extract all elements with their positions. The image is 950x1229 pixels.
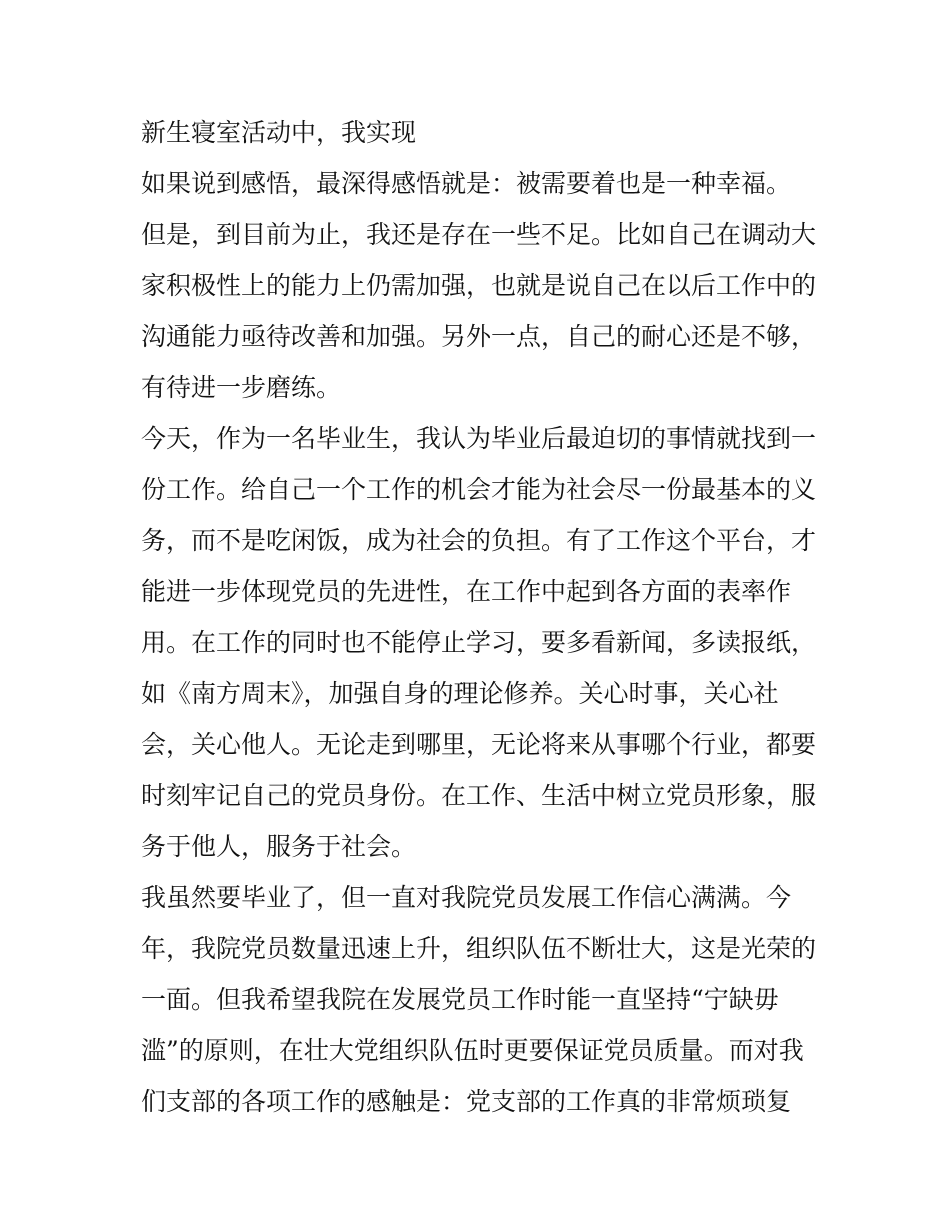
text-line: 新生寝室活动中，我实现: [141, 118, 417, 147]
text-line: 家积极性上的能力上仍需加强，也就是说自己在以后工作中的: [141, 271, 817, 300]
text-line: 务，而不是吃闲饭，成为社会的负担。有了工作这个平台，才: [141, 526, 817, 555]
text-line: 一面。但我希望我院在发展党员工作时能一直坚持“宁缺毋: [141, 985, 779, 1014]
text-line: 沟通能力亟待改善和加强。另外一点，自己的耐心还是不够，: [141, 322, 817, 351]
text-line: 有待进一步磨练。: [141, 373, 342, 402]
document-body: [141, 107, 821, 1127]
text-line: 份工作。给自己一个工作的机会才能为社会尽一份最基本的义: [141, 475, 817, 504]
text-line: 务于他人，服务于社会。: [141, 832, 417, 861]
text-line: 年，我院党员数量迅速上升，组织队伍不断壮大，这是光荣的: [141, 934, 817, 963]
text-line: 会，关心他人。无论走到哪里，无论将来从事哪个行业，都要: [141, 730, 817, 759]
text-line: 如《南方周末》，加强自身的理论修养。关心时事，关心社: [141, 679, 779, 708]
text-line: 今天，作为一名毕业生，我认为毕业后最迫切的事情就找到一: [141, 424, 817, 453]
text-line: 能进一步体现党员的先进性，在工作中起到各方面的表率作: [141, 577, 792, 606]
text-line: 滥”的原则，在壮大党组织队伍时更要保证党员质量。而对我: [141, 1036, 804, 1065]
text-line: 们支部的各项工作的感触是：党支部的工作真的非常烦琐复: [141, 1087, 792, 1116]
text-line: 时刻牢记自己的党员身份。在工作、生活中树立党员形象，服: [141, 781, 817, 810]
text-line: 但是，到目前为止，我还是存在一些不足。比如自己在调动大: [141, 220, 817, 249]
text-line: 我虽然要毕业了，但一直对我院党员发展工作信心满满。今: [141, 883, 792, 912]
text-line: 如果说到感悟，最深得感悟就是：被需要着也是一种幸福。: [141, 169, 792, 198]
text-line: 用。在工作的同时也不能停止学习，要多看新闻，多读报纸，: [141, 628, 817, 657]
